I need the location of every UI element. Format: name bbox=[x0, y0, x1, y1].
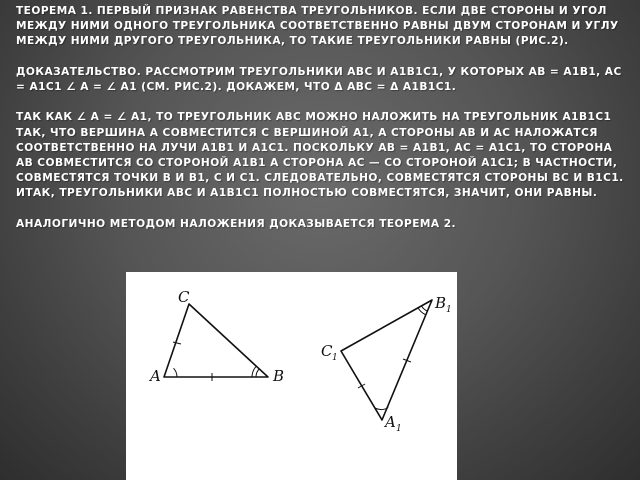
triangle-abc bbox=[164, 304, 268, 377]
label-b1-sub: 1 bbox=[446, 305, 452, 315]
triangles-diagram bbox=[126, 272, 457, 480]
label-c: C bbox=[178, 288, 190, 306]
label-c1-sub: 1 bbox=[332, 353, 338, 363]
triangles-figure bbox=[126, 272, 457, 480]
label-a: A bbox=[150, 367, 161, 385]
label-a1-sub: 1 bbox=[396, 424, 402, 434]
label-a1: A bbox=[385, 413, 396, 431]
tick-ac bbox=[173, 342, 181, 344]
slide-text bbox=[16, 4, 628, 232]
angle-a-arc bbox=[174, 368, 178, 377]
theorem-2-note: АНАЛОГИЧНО МЕТОДОМ НАЛОЖЕНИЯ ДОКАЗЫВАЕТСЯ ТЕОРЕМА 2. bbox=[16, 217, 456, 230]
label-b1: B bbox=[435, 294, 447, 312]
proof-intro: ДОКАЗАТЕЛЬСТВО. РАССМОТРИМ ТРЕУГОЛЬНИКИ ABC И A1B1C1, У КОТОРЫХ AB = A1B1, AC = A1C1 ∠ A = ∠ A1 (СМ. РИС.2). ДОКАЖЕМ, ЧТО Δ ABC = Δ A1B1C1. bbox=[16, 65, 622, 93]
theorem-statement: ТЕОРЕМА 1. ПЕРВЫЙ ПРИЗНАК РАВЕНСТВА ТРЕУГОЛЬНИКОВ. ЕСЛИ ДВЕ СТОРОНЫ И УГОЛ МЕЖДУ НИМИ ОДНОГО ТРЕУГОЛЬНИКА СООТВЕТСТВЕННО РАВНЫ ДВУМ СТОРОНАМ И УГЛУ МЕЖДУ НИМИ ДРУГОГО ТРЕУГОЛЬНИКА, ТО ТАКИЕ ТРЕУГОЛЬНИКИ РАВНЫ (РИС.2). bbox=[16, 5, 619, 48]
angle-b1-arc-1 bbox=[422, 306, 427, 311]
angle-b-arc-1 bbox=[256, 369, 259, 377]
label-b: B bbox=[273, 367, 285, 385]
proof-body: ТАК КАК ∠ A = ∠ A1, ТО ТРЕУГОЛЬНИК ABC МОЖНО НАЛОЖИТЬ НА ТРЕУГОЛЬНИК A1B1C1 ТАК, ЧТО ВЕРШИНА A СОВМЕСТИТСЯ С ВЕРШИНОЙ A1, А СТОРОНЫ AB И AC НАЛОЖАТСЯ СООТВЕТСТВЕННО НА ЛУЧИ A1B1 И A1C1. ПОСКОЛЬКУ AB = A1B1, AC = A1C1, ТО СТОРОНА AB СОВМЕСТИТСЯ СО СТОРОНОЙ A1B1 А СТОРОНА AC — СО СТОРОНОЙ A1C1; В ЧАСТНОСТИ, СОВМЕСТЯТСЯ ТОЧКИ B И B1, C И C1. СЛЕДОВАТЕЛЬНО, СОВМЕСТЯТСЯ СТОРОНЫ BC И B1C1. ИТАК, ТРЕУГОЛЬНИКИ ABC И A1B1C1 ПОЛНОСТЬЮ СОВМЕСТЯТСЯ, ЗНАЧИТ, ОНИ РАВНЫ. bbox=[16, 111, 624, 200]
label-c1: C bbox=[321, 342, 333, 360]
triangle-a1b1c1 bbox=[341, 300, 432, 420]
